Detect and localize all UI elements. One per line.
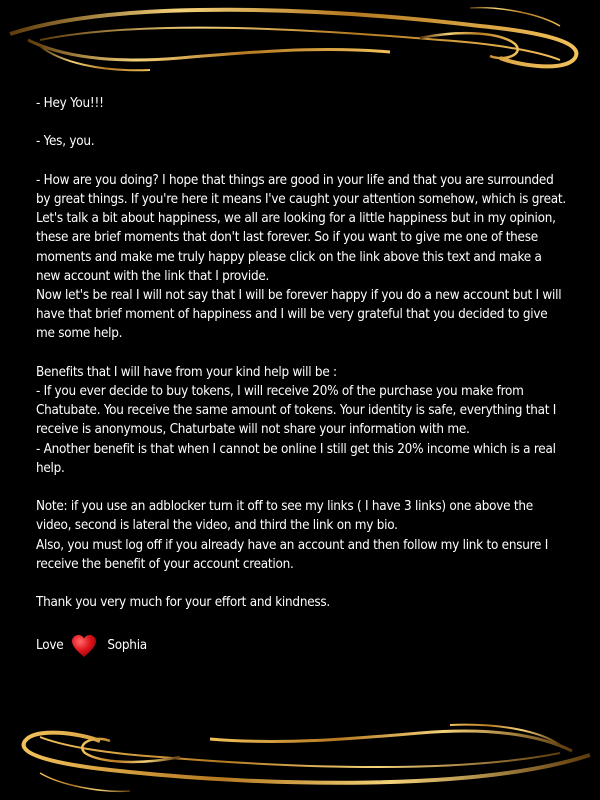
thanks: Thank you very much for your effort and kindness. — [36, 595, 330, 611]
letter-body — [36, 94, 566, 658]
top-gold-flourish — [0, 0, 600, 90]
benefit-item: - Another benefit is that when I cannot be online I still get this 20% income which is a real help. — [36, 441, 556, 476]
note-line: Note: if you use an adblocker turn it off to see my links ( I have 3 links) one above the video, second is lateral the video, and third the link on my bio. — [36, 499, 533, 534]
benefit-item: - If you ever decide to buy tokens, I will receive 20% of the purchase you make from Chatubate. You receive the same amount of tokens. Your identity is safe, everything that I receive is anonymous, Chaturbate will not share your information with me. — [36, 384, 557, 438]
response: - Yes, you. — [36, 134, 95, 150]
note-line: Also, you must log off if you already have an account and then follow my link to ensure I receive the benefit of your account creation. — [36, 537, 549, 572]
bottom-gold-flourish — [0, 705, 600, 800]
benefits-heading: Benefits that I will have from your kind help will be : — [36, 364, 337, 380]
sign-love: Love — [36, 637, 64, 653]
signature — [36, 634, 566, 658]
para1-line3: Now let's be real I will not say that I will be forever happy if you do a new account but I will have that brief moment of happiness and I will be very grateful that you decided to give me some help. — [36, 288, 562, 342]
greeting: - Hey You!!! — [36, 96, 104, 111]
heart-icon — [71, 634, 97, 658]
sign-name: Sophia — [107, 637, 147, 653]
para1-line2: Let's talk a bit about happiness, we all are looking for a little happiness but in my opinion, these are brief moments that don't last forever. So if you want to give me one of these moments and make me truly happy please click on the link above this text and make a new account with the link that I provide. — [36, 211, 556, 284]
para1-line1: - How are you doing? I hope that things are good in your life and that you are surrounded by great things. If you're here it means I've caught your attention somehow, which is great. — [36, 172, 566, 207]
